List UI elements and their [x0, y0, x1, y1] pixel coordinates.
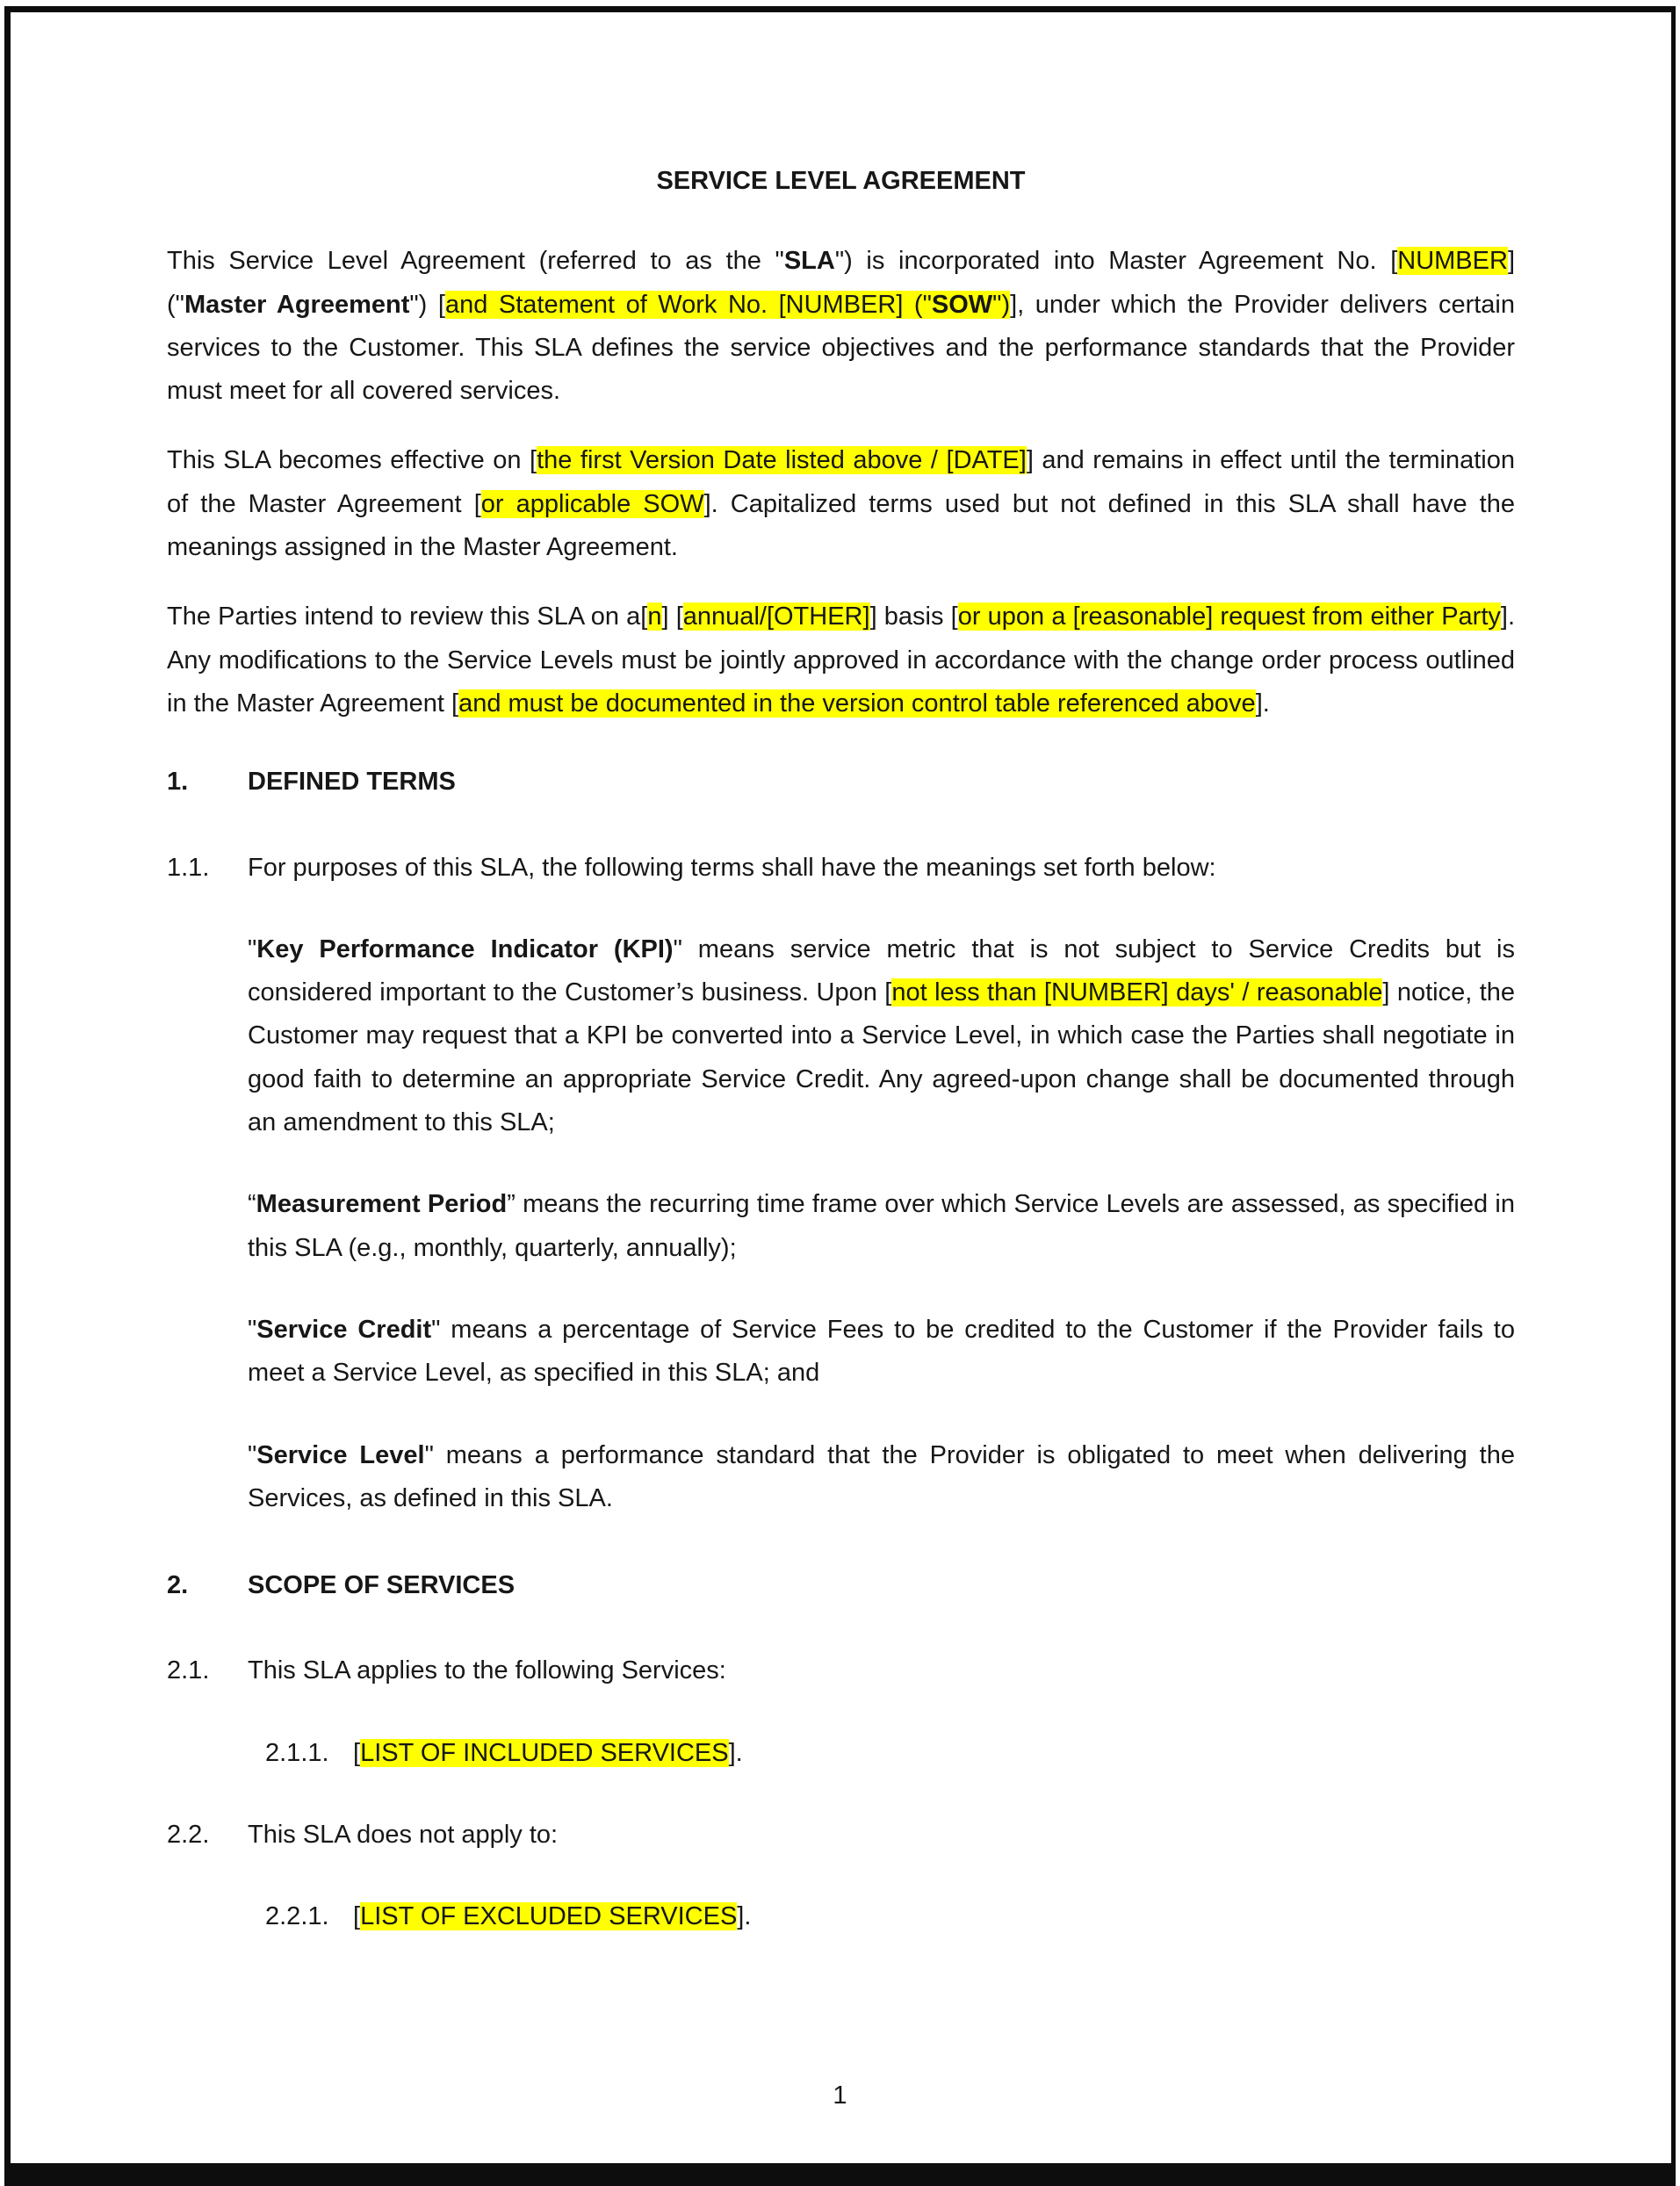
clause-2-1 [167, 1649, 1515, 1692]
clause-2-1-1-text: [LIST OF INCLUDED SERVICES]. [353, 1738, 743, 1767]
section-2-number: 2. [167, 1571, 189, 1600]
section-2-heading [167, 1564, 1515, 1607]
section-1-title: DEFINED TERMS [248, 768, 456, 797]
clause-2-1-text: This SLA applies to the following Services: [248, 1656, 726, 1685]
clause-1-1-text: For purposes of this SLA, the following terms shall have the meanings set forth below: [248, 853, 1216, 882]
intro-paragraph-1: This Service Level Agreement (referred to as the "SLA") is incorporated into Master Agreement No. [NUMBER] ("Master Agreement") [and Statement of Work No. [NUMBER] ("SOW")], under which the Provider delivers certain services to the Customer. This SLA defines the service objectives and the performance standards that the Provider must meet for all covered services. [167, 247, 1515, 406]
intro-paragraph-2: This SLA becomes effective on [the first Version Date listed above / [DATE]] and remains in effect until the termination of the Master Agreement [or applicable SOW]. Capitalized terms used but not defined in this SLA shall have the meanings assigned in the Master Agreement. [167, 446, 1516, 562]
definition-measurement-period: “Measurement Period” means the recurring time frame over which Service Levels are assessed, as specified in this SLA (e.g., monthly, quarterly, annually); [248, 1190, 1515, 1262]
clause-2-2-1-number: 2.2.1. [265, 1902, 329, 1931]
clause-2-1-number: 2.1. [167, 1656, 210, 1685]
clause-2-1-1-number: 2.1.1. [265, 1738, 329, 1767]
clause-2-2-1 [265, 1895, 1515, 1938]
document-content [167, 160, 1515, 1978]
clause-2-2 [167, 1814, 1515, 1857]
clause-2-2-number: 2.2. [167, 1821, 210, 1850]
page-number: 1 [833, 2081, 847, 2110]
clause-1-1-number: 1.1. [167, 853, 210, 882]
section-2-title: SCOPE OF SERVICES [248, 1571, 516, 1600]
definition-service-credit: "Service Credit" means a percentage of Service Fees to be credited to the Customer if the Provider fails to meet a Service Level, as specified in this SLA; and [248, 1315, 1515, 1388]
section-1-number: 1. [167, 768, 189, 797]
clause-2-2-text: This SLA does not apply to: [248, 1821, 559, 1850]
document-title: SERVICE LEVEL AGREEMENT [656, 167, 1026, 195]
intro-paragraph-3: The Parties intend to review this SLA on a[n] [annual/[OTHER]] basis [or upon a [reasonable] request from either Party]. Any modifications to the Service Levels must be jointly approved in accordance with the change order process outlined in the Master Agreement [and must be documented in the version control table referenced above]. [167, 602, 1516, 718]
clause-2-2-1-text: [LIST OF EXCLUDED SERVICES]. [353, 1902, 752, 1931]
section-1-heading [167, 761, 1515, 804]
clause-2-1-1 [265, 1732, 1515, 1775]
clause-1-1 [167, 847, 1515, 890]
definition-service-level: "Service Level" means a performance standard that the Provider is obligated to meet when delivering the Services, as defined in this SLA. [248, 1440, 1515, 1512]
definition-kpi: "Key Performance Indicator (KPI)" means service metric that is not subject to Service Credits but is considered important to the Customer’s business. Upon [not less than [NUMBER] days' / reasonable] notice, the Customer may request that a KPI be converted into a Service Level, in which case the Parties shall negotiate in good faith to determine an appropriate Service Credit. Any agreed-upon change shall be documented through an amendment to this SLA; [248, 934, 1516, 1137]
